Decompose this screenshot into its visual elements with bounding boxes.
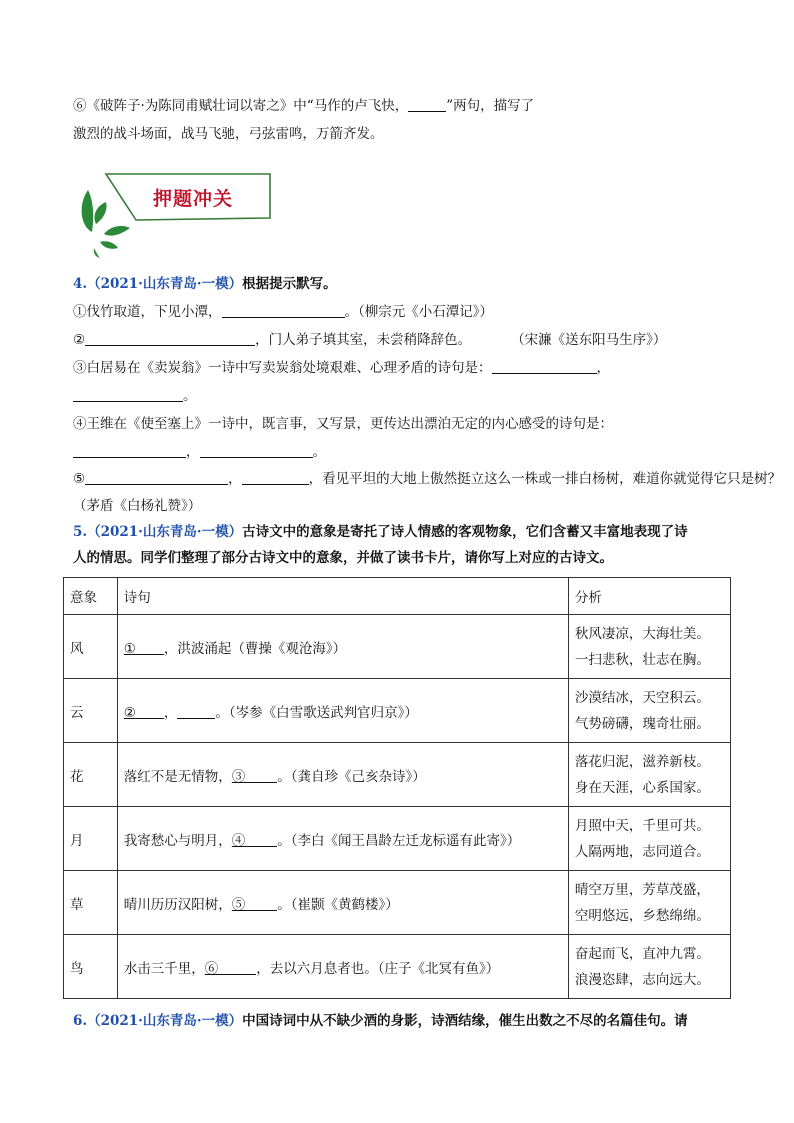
item-text: ，门人弟子填其室，未尝稍降辞色。: [255, 332, 472, 348]
verse-cell[interactable]: [117, 615, 568, 679]
banner-title: 押题冲关: [152, 188, 233, 210]
answer-blank[interactable]: [245, 768, 277, 783]
analysis-cell: [568, 807, 730, 871]
verse-cell[interactable]: [117, 679, 568, 743]
item-text: ①伐竹取道，下见小潭，: [73, 304, 222, 320]
verse-text: 。（龚自珍《己亥杂诗》）: [277, 768, 426, 785]
table-row: [64, 679, 731, 743]
analysis-line: 人隔两地，志同道合。: [574, 843, 710, 860]
analysis-cell: [568, 935, 730, 999]
verse-cell[interactable]: [117, 807, 568, 871]
answer-blank[interactable]: [177, 704, 215, 719]
analysis-cell: [568, 615, 730, 679]
verse-text: 落红不是无情物，: [123, 768, 232, 785]
item-text: 。: [183, 388, 197, 404]
table-header-row: [64, 578, 731, 615]
q4-item-4: ④王维在《使至塞上》一诗中，既言事，又写景，更传达出漂泊无定的内心感受的诗句是：: [73, 416, 613, 432]
verse-text: 水击三千里，: [123, 960, 205, 977]
q4-item-5-source: （茅盾《白杨礼赞》）: [73, 498, 202, 514]
item-text: ，: [186, 444, 200, 460]
q5-prompt-line-2: 人的情思。同学们整理了部分古诗文中的意象，并做了读书卡片，请你写上对应的古诗文。: [73, 550, 613, 566]
answer-blank[interactable]: [492, 359, 597, 374]
image-cell: 风: [64, 615, 118, 679]
question-source: 6.（2021·山东青岛·一模）: [73, 1013, 243, 1029]
blank-number: ③: [231, 768, 246, 785]
table-row: [64, 935, 731, 999]
answer-blank[interactable]: [136, 704, 164, 719]
analysis-line: 沙漠结冰，天空积云。: [574, 689, 710, 706]
section-banner: [74, 168, 274, 258]
item-text: ，: [228, 471, 242, 487]
item-text: 。: [312, 444, 326, 460]
blank-number: ①: [123, 640, 136, 657]
answer-blank[interactable]: [222, 303, 345, 318]
analysis-line: 晴空万里，芳草茂盛，: [574, 881, 710, 898]
image-cell: 草: [64, 871, 118, 935]
item-text: ③白居易在《卖炭翁》一诗中写卖炭翁处境艰难、心理矛盾的诗句是：: [73, 360, 492, 376]
q5-heading: [73, 523, 688, 541]
question-source: 5.（2021·山东青岛·一模）: [73, 524, 243, 540]
answer-blank: [408, 97, 446, 112]
verse-text: 我寄愁心与明月，: [123, 832, 232, 849]
analysis-cell: [568, 871, 730, 935]
answer-blank[interactable]: [245, 896, 277, 911]
table-row: [64, 743, 731, 807]
blank-number: ⑤: [231, 896, 246, 913]
question-prompt: 古诗文中的意象是寄托了诗人情感的客观物象，它们含蓄又丰富地表现了诗: [242, 524, 688, 540]
question-prompt: 根据提示默写。: [242, 276, 337, 292]
blank-number: ⑥: [204, 960, 219, 977]
intro-text: ⑥《破阵子·为陈同甫赋壮词以寄之》中“马作的卢飞快，: [73, 98, 409, 114]
analysis-line: 身在天涯，心系国家。: [574, 779, 710, 796]
analysis-cell: [568, 679, 730, 743]
q4-item-4-cont: [73, 443, 326, 461]
intro-line-1: [73, 97, 534, 115]
header-image: 意象: [64, 578, 118, 615]
header-verse: 诗句: [117, 578, 568, 615]
verse-cell[interactable]: [117, 935, 568, 999]
intro-line-2: 激烈的战斗场面，战马飞驰，弓弦雷鸣，万箭齐发。: [73, 126, 384, 142]
analysis-line: 月照中天，千里可共。: [574, 817, 710, 834]
answer-blank[interactable]: [136, 640, 164, 655]
answer-blank[interactable]: [245, 832, 277, 847]
item-text: ，: [596, 360, 610, 376]
verse-text: ，去以六月息者也。（庄子《北冥有鱼》）: [256, 960, 500, 977]
question-prompt: 中国诗词中从不缺少酒的身影，诗酒结缘，催生出数之不尽的名篇佳句。请: [242, 1013, 688, 1029]
question-source: 4.（2021·山东青岛·一模）: [73, 276, 243, 292]
verse-cell[interactable]: [117, 743, 568, 807]
table-row: [64, 871, 731, 935]
answer-blank[interactable]: [200, 443, 313, 458]
answer-blank[interactable]: [218, 960, 256, 975]
q6-heading: [73, 1012, 688, 1030]
q4-item-1: [73, 303, 493, 321]
q4-item-3: [73, 359, 610, 377]
analysis-line: 秋风凄凉，大海壮美。: [574, 625, 710, 642]
table-row: [64, 807, 731, 871]
answer-blank[interactable]: [73, 443, 186, 458]
header-analysis: 分析: [568, 578, 730, 615]
verse-text: ，: [163, 704, 178, 721]
analysis-line: 落花归泥，滋养新枝。: [574, 753, 710, 770]
image-cell: 月: [64, 807, 118, 871]
image-cell: 鸟: [64, 935, 118, 999]
q4-item-2: [73, 331, 666, 349]
answer-blank[interactable]: [242, 470, 309, 485]
image-cell: 云: [64, 679, 118, 743]
answer-blank[interactable]: [85, 470, 228, 485]
item-source: （宋濂《送东阳马生序》）: [511, 332, 667, 348]
verse-text: 。（李白《闻王昌龄左迁龙标遥有此寄》）: [277, 832, 521, 849]
blank-number: ④: [231, 832, 246, 849]
reading-card-table: [63, 577, 731, 999]
verse-text: ，洪波涌起（曹操《观沧海》）: [163, 640, 347, 657]
verse-cell[interactable]: [117, 871, 568, 935]
verse-text: 。（崔颢《黄鹤楼》）: [277, 896, 399, 913]
intro-text: ”两句，描写了: [446, 98, 535, 114]
q4-item-5: [73, 470, 781, 488]
blank-number: ②: [123, 704, 136, 721]
q4-item-3-cont: [73, 387, 197, 405]
answer-blank[interactable]: [85, 331, 255, 346]
q4-heading: [73, 275, 337, 293]
analysis-line: 一扫悲秋，壮志在胸。: [574, 651, 710, 668]
verse-text: 。（岑参《白雪歌送武判官归京》）: [215, 704, 418, 721]
analysis-cell: [568, 743, 730, 807]
analysis-line: 奋起而飞，直冲九霄。: [574, 945, 710, 962]
analysis-line: 气势磅礴，瑰奇壮丽。: [574, 715, 710, 732]
item-text: ，看见平坦的大地上傲然挺立这么一株或一排白杨树，难道你就觉得它只是树？: [308, 471, 782, 487]
verse-text: 晴川历历汉阳树，: [123, 896, 232, 913]
image-cell: 花: [64, 743, 118, 807]
item-text: ②: [73, 332, 86, 348]
answer-blank[interactable]: [73, 387, 183, 402]
analysis-line: 空明悠远，乡愁绵绵。: [574, 907, 710, 924]
analysis-line: 浪漫恣肆，志向远大。: [574, 971, 710, 988]
item-text: ⑤: [73, 471, 86, 487]
table-row: [64, 615, 731, 679]
item-text: 。（柳宗元《小石潭记》）: [344, 304, 493, 320]
